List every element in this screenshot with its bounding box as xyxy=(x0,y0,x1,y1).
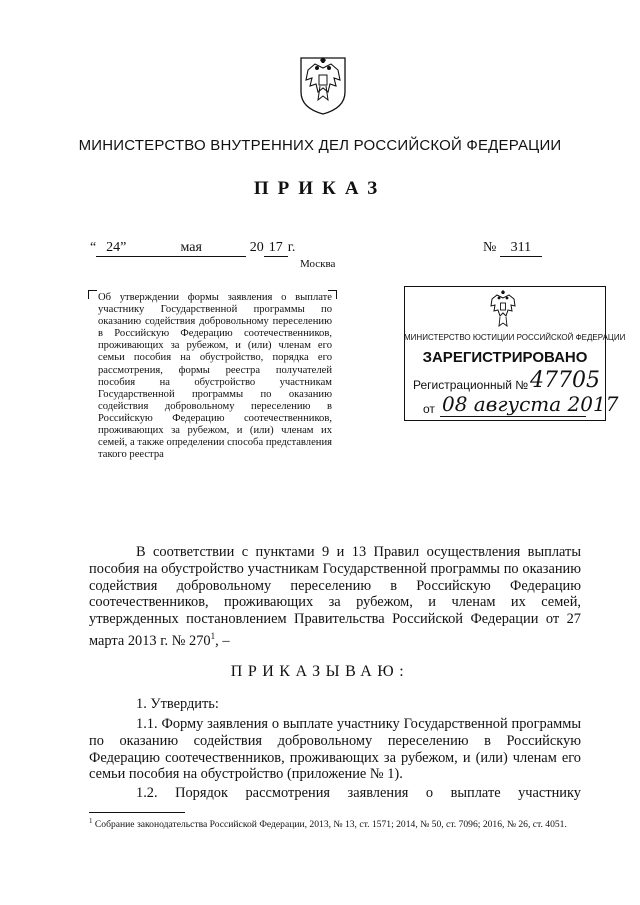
order-verb: ПРИКАЗЫВАЮ: xyxy=(230,663,410,680)
preamble-text: В соответствии с пунктами 9 и 13 Правил осуществления выплаты пособия на обустройство участникам Государственной программы по оказанию содействия добровольному переселению в Российскую Федерацию соотечественников, проживающих за рубежом, и членам их семей, утвержденных постановлением Правительства Российской Федерации от 27 марта 2013 г. № 270 xyxy=(89,544,581,649)
date-year-suffix: 17 xyxy=(264,240,288,257)
date-line xyxy=(90,240,295,257)
preamble xyxy=(89,544,581,650)
item-1-1: 1.1. Форму заявления о выплате участнику Государственной программы по оказанию содействия добровольному переселению в Российскую Федерацию соотечественников, проживающих за рубежом, и (или) членам его семьи пособия на обустройство (приложение № 1). xyxy=(89,716,581,783)
stamp-ministry: МИНИСТЕРСТВО ЮСТИЦИИ РОССИЙСКОЙ ФЕДЕРАЦИИ xyxy=(404,333,626,342)
footnote-text: Собрание законодательства Российской Федерации, 2013, № 13, ст. 1571; 2014, № 50, ст. 7096; 2016, № 26, ст. 4051. xyxy=(92,819,567,831)
footnote xyxy=(89,816,581,831)
date-year-prefix: 20 xyxy=(249,240,264,255)
title-corner-left xyxy=(88,290,97,299)
date-day xyxy=(96,240,136,257)
stamp-emblem xyxy=(486,290,520,330)
stamp-reg-label: Регистрационный № xyxy=(413,378,529,392)
coat-of-arms-emblem xyxy=(298,56,348,116)
preamble-end: , – xyxy=(215,632,230,649)
order-number xyxy=(483,240,542,257)
number-value: 311 xyxy=(500,240,542,257)
date-quote-open: “ xyxy=(90,240,97,255)
date-quote-close: ” xyxy=(120,240,127,255)
date-day-value: 24 xyxy=(106,240,121,255)
footnote-mark: 1 xyxy=(89,817,93,825)
stamp-reg-number: 47705 xyxy=(530,368,600,393)
date-month: мая xyxy=(136,240,246,257)
ministry-name: МИНИСТЕРСТВО ВНУТРЕННИХ ДЕЛ РОССИЙСКОЙ ФЕДЕРАЦИИ xyxy=(78,137,562,154)
city: Москва xyxy=(300,258,336,270)
stamp-date-value: 08 августа 2017 xyxy=(442,392,619,416)
number-label: № xyxy=(483,240,497,255)
item-1-2: 1.2. Порядок рассмотрения заявления о выплате участнику xyxy=(136,785,581,801)
stamp-registered: ЗАРЕГИСТРИРОВАНО xyxy=(422,349,588,366)
document-type: ПРИКАЗ xyxy=(253,178,387,199)
date-year-unit: г. xyxy=(287,240,296,255)
document-title: Об утверждении формы заявления о выплате участнику Государственной программы по оказанию содействия добровольному переселению в Российскую Федерацию соотечественников, проживающих за рубежом, и (или) членам его семьи пособия на обустройство, порядка его рассмотрения, формы реестра получателей пособия на обустройство участникам Государственной программы по оказанию содействия добровольному переселению в Российскую Федерацию соотечественников, проживающих за рубежом, и (или) членам их семей, а также определении способа представления такого реестра xyxy=(98,292,332,461)
item-1: 1. Утвердить: xyxy=(136,696,219,712)
stamp-date-underline xyxy=(440,416,586,417)
footnote-divider xyxy=(89,812,185,813)
stamp-date-label: от xyxy=(423,402,435,416)
footnote-ref: 1 xyxy=(210,630,216,641)
